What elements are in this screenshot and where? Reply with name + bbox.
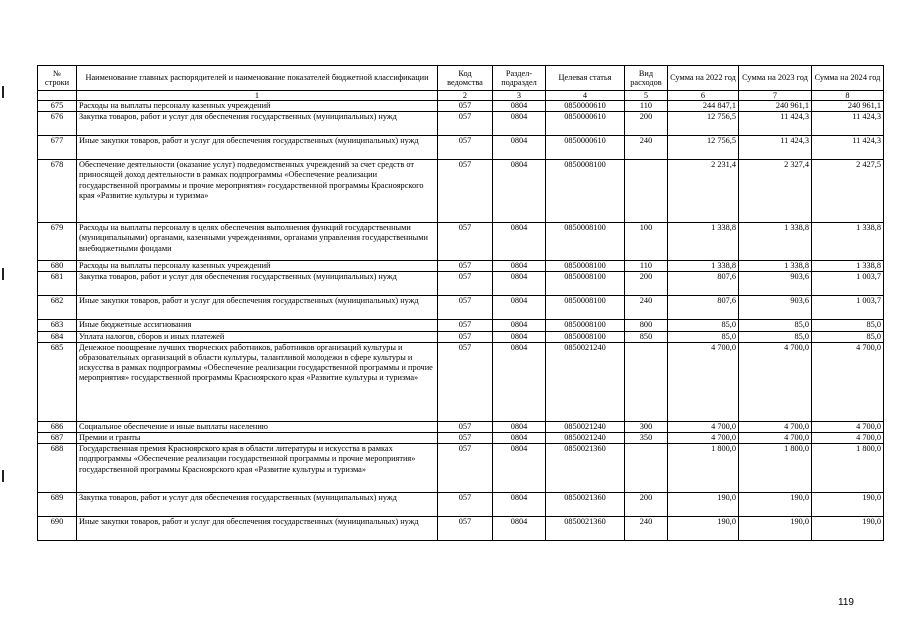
- expense-type-cell: 240: [625, 296, 668, 320]
- row-number-cell: 690: [38, 517, 77, 541]
- section-cell: 0804: [493, 101, 546, 112]
- sum-2023-cell: 85,0: [739, 331, 812, 342]
- sum-2023-cell: 1 338,8: [739, 261, 812, 272]
- dept-code-cell: 057: [438, 296, 493, 320]
- budget-table: [37, 65, 884, 541]
- sum-2023-cell: 240 961,1: [739, 101, 812, 112]
- dept-code-cell: 057: [438, 342, 493, 421]
- column-number-row: [38, 91, 884, 101]
- expense-type-cell: 240: [625, 136, 668, 160]
- column-number: 1: [77, 91, 438, 101]
- sum-2022-cell: 807,6: [668, 296, 739, 320]
- sum-2023-cell: 190,0: [739, 517, 812, 541]
- dept-code-cell: 057: [438, 261, 493, 272]
- column-number: 4: [546, 91, 625, 101]
- target-article-cell: 0850000610: [546, 112, 625, 136]
- dept-code-cell: 057: [438, 320, 493, 331]
- sum-2022-cell: 85,0: [668, 320, 739, 331]
- section-cell: 0804: [493, 261, 546, 272]
- sum-2024-cell: 4 700,0: [812, 342, 884, 421]
- table-row: [38, 320, 884, 331]
- column-number: 5: [625, 91, 668, 101]
- row-name-cell: Расходы на выплаты персоналу казенных учреждений: [77, 101, 438, 112]
- target-article-cell: 0850008100: [546, 296, 625, 320]
- sum-2024-cell: 85,0: [812, 331, 884, 342]
- section-cell: 0804: [493, 136, 546, 160]
- sum-2022-cell: 807,6: [668, 272, 739, 296]
- sum-2022-cell: 12 756,5: [668, 136, 739, 160]
- column-number: 2: [438, 91, 493, 101]
- row-number-cell: 675: [38, 101, 77, 112]
- sum-2023-cell: 903,6: [739, 272, 812, 296]
- expense-type-cell: 110: [625, 101, 668, 112]
- sum-2023-cell: 903,6: [739, 296, 812, 320]
- row-number-cell: 686: [38, 421, 77, 432]
- table-body: [38, 101, 884, 541]
- sum-2024-cell: 240 961,1: [812, 101, 884, 112]
- row-number-cell: 679: [38, 223, 77, 261]
- section-cell: 0804: [493, 160, 546, 223]
- header-sum-2024: Сумма на 2024 год: [812, 66, 884, 91]
- sum-2024-cell: 190,0: [812, 517, 884, 541]
- expense-type-cell: 100: [625, 223, 668, 261]
- target-article-cell: 0850008100: [546, 272, 625, 296]
- sum-2024-cell: 190,0: [812, 493, 884, 517]
- row-name-cell: Обеспечение деятельности (оказание услуг) подведомственных учреждений за счет средств от приносящей доход деятельности в рамках подпрограммы «Обеспечение реализации государственной программы и прочие мероприятия» государственной программы Красноярского края «Развитие культуры и туризма»: [77, 160, 438, 223]
- row-name-cell: Иные закупки товаров, работ и услуг для обеспечения государственных (муниципальных) нужд: [77, 136, 438, 160]
- target-article-cell: 0850000610: [546, 101, 625, 112]
- row-name-cell: Уплата налогов, сборов и иных платежей: [77, 331, 438, 342]
- binder-mark: [2, 268, 4, 280]
- sum-2022-cell: 1 800,0: [668, 444, 739, 493]
- row-number-cell: 685: [38, 342, 77, 421]
- dept-code-cell: 057: [438, 160, 493, 223]
- row-name-cell: Иные закупки товаров, работ и услуг для обеспечения государственных (муниципальных) нужд: [77, 517, 438, 541]
- page-number: 119: [838, 597, 854, 608]
- sum-2022-cell: 244 847,1: [668, 101, 739, 112]
- sum-2024-cell: 2 427,5: [812, 160, 884, 223]
- sum-2022-cell: 4 700,0: [668, 342, 739, 421]
- expense-type-cell: 200: [625, 493, 668, 517]
- sum-2024-cell: 85,0: [812, 320, 884, 331]
- target-article-cell: 0850008100: [546, 223, 625, 261]
- table-row: [38, 296, 884, 320]
- table-row: [38, 101, 884, 112]
- header-section: Раздел- подраздел: [493, 66, 546, 91]
- sum-2022-cell: 1 338,8: [668, 261, 739, 272]
- dept-code-cell: 057: [438, 136, 493, 160]
- row-name-cell: Иные закупки товаров, работ и услуг для обеспечения государственных (муниципальных) нужд: [77, 296, 438, 320]
- section-cell: 0804: [493, 421, 546, 432]
- section-cell: 0804: [493, 272, 546, 296]
- table-row: [38, 223, 884, 261]
- sum-2022-cell: 85,0: [668, 331, 739, 342]
- section-cell: 0804: [493, 493, 546, 517]
- row-number-cell: 680: [38, 261, 77, 272]
- expense-type-cell: 240: [625, 517, 668, 541]
- table-row: [38, 160, 884, 223]
- sum-2023-cell: 1 338,8: [739, 223, 812, 261]
- section-cell: 0804: [493, 223, 546, 261]
- sum-2023-cell: 4 700,0: [739, 433, 812, 444]
- section-cell: 0804: [493, 331, 546, 342]
- table-row: [38, 493, 884, 517]
- table-row: [38, 261, 884, 272]
- column-number: 3: [493, 91, 546, 101]
- row-name-cell: Денежное поощрение лучших творческих работников, работников организаций культуры и образовательных организаций в области культуры, талантливой молодежи в сфере культуры и искусства в рамках подпрограммы «Обеспечение реализации государственной программы и прочие мероприятия» государственной программы Красноярского края «Развитие культуры и туризма»: [77, 342, 438, 421]
- expense-type-cell: 200: [625, 112, 668, 136]
- row-number-cell: 688: [38, 444, 77, 493]
- sum-2024-cell: 11 424,3: [812, 136, 884, 160]
- table-row: [38, 272, 884, 296]
- dept-code-cell: 057: [438, 331, 493, 342]
- table-row: [38, 112, 884, 136]
- row-number-cell: 684: [38, 331, 77, 342]
- section-cell: 0804: [493, 320, 546, 331]
- sum-2023-cell: 85,0: [739, 320, 812, 331]
- table-row: [38, 421, 884, 432]
- sum-2024-cell: 4 700,0: [812, 421, 884, 432]
- header-expense-type: Вид расходов: [625, 66, 668, 91]
- row-name-cell: Расходы на выплаты персоналу в целях обеспечения выполнения функций государственными (муниципальными) органами, казенными учреждениями, органами управления государственными внебюджетными фондами: [77, 223, 438, 261]
- expense-type-cell: 110: [625, 261, 668, 272]
- sum-2022-cell: 4 700,0: [668, 421, 739, 432]
- sum-2024-cell: 1 800,0: [812, 444, 884, 493]
- dept-code-cell: 057: [438, 493, 493, 517]
- binder-mark: [2, 86, 4, 98]
- expense-type-cell: [625, 342, 668, 421]
- table-row: [38, 331, 884, 342]
- target-article-cell: 0850008100: [546, 160, 625, 223]
- sum-2023-cell: 11 424,3: [739, 136, 812, 160]
- sum-2023-cell: 11 424,3: [739, 112, 812, 136]
- dept-code-cell: 057: [438, 223, 493, 261]
- table-header-row: [38, 66, 884, 91]
- row-name-cell: Социальное обеспечение и иные выплаты населению: [77, 421, 438, 432]
- binder-mark: [2, 470, 4, 482]
- row-number-cell: 676: [38, 112, 77, 136]
- sum-2023-cell: 190,0: [739, 493, 812, 517]
- table-row: [38, 517, 884, 541]
- row-number-cell: 689: [38, 493, 77, 517]
- sum-2024-cell: 4 700,0: [812, 433, 884, 444]
- sum-2022-cell: 2 231,4: [668, 160, 739, 223]
- sum-2024-cell: 1 003,7: [812, 272, 884, 296]
- dept-code-cell: 057: [438, 421, 493, 432]
- row-name-cell: Закупка товаров, работ и услуг для обеспечения государственных (муниципальных) нужд: [77, 493, 438, 517]
- column-number: [38, 91, 77, 101]
- row-number-cell: 678: [38, 160, 77, 223]
- header-name: Наименование главных распорядителей и наименование показателей бюджетной классификации: [77, 66, 438, 91]
- target-article-cell: 0850021360: [546, 493, 625, 517]
- target-article-cell: 0850021240: [546, 421, 625, 432]
- dept-code-cell: 057: [438, 444, 493, 493]
- sum-2022-cell: 4 700,0: [668, 433, 739, 444]
- sum-2024-cell: 11 424,3: [812, 112, 884, 136]
- row-name-cell: Закупка товаров, работ и услуг для обеспечения государственных (муниципальных) нужд: [77, 112, 438, 136]
- sum-2024-cell: 1 003,7: [812, 296, 884, 320]
- target-article-cell: 0850021240: [546, 433, 625, 444]
- dept-code-cell: 057: [438, 272, 493, 296]
- column-number: 8: [812, 91, 884, 101]
- target-article-cell: 0850008100: [546, 331, 625, 342]
- sum-2023-cell: 1 800,0: [739, 444, 812, 493]
- sum-2023-cell: 4 700,0: [739, 421, 812, 432]
- expense-type-cell: 200: [625, 272, 668, 296]
- expense-type-cell: 300: [625, 421, 668, 432]
- sum-2022-cell: 1 338,8: [668, 223, 739, 261]
- row-name-cell: Государственная премия Красноярского края в области литературы и искусства в рамках подпрограммы «Обеспечение реализации государственной программы и прочие мероприятия» государственной программы Красноярского края «Развитие культуры и туризма»: [77, 444, 438, 493]
- column-number: 6: [668, 91, 739, 101]
- sum-2022-cell: 190,0: [668, 517, 739, 541]
- sum-2022-cell: 12 756,5: [668, 112, 739, 136]
- row-number-cell: 687: [38, 433, 77, 444]
- header-sum-2023: Сумма на 2023 год: [739, 66, 812, 91]
- section-cell: 0804: [493, 517, 546, 541]
- row-name-cell: Закупка товаров, работ и услуг для обеспечения государственных (муниципальных) нужд: [77, 272, 438, 296]
- sum-2024-cell: 1 338,8: [812, 223, 884, 261]
- target-article-cell: 0850021360: [546, 444, 625, 493]
- dept-code-cell: 057: [438, 112, 493, 136]
- expense-type-cell: [625, 444, 668, 493]
- dept-code-cell: 057: [438, 433, 493, 444]
- section-cell: 0804: [493, 342, 546, 421]
- section-cell: 0804: [493, 112, 546, 136]
- target-article-cell: 0850000610: [546, 136, 625, 160]
- row-name-cell: Премии и гранты: [77, 433, 438, 444]
- section-cell: 0804: [493, 444, 546, 493]
- section-cell: 0804: [493, 296, 546, 320]
- table-row: [38, 433, 884, 444]
- dept-code-cell: 057: [438, 517, 493, 541]
- column-number: 7: [739, 91, 812, 101]
- header-target-article: Целевая статья: [546, 66, 625, 91]
- expense-type-cell: [625, 160, 668, 223]
- expense-type-cell: 850: [625, 331, 668, 342]
- row-number-cell: 682: [38, 296, 77, 320]
- target-article-cell: 0850021360: [546, 517, 625, 541]
- table-row: [38, 444, 884, 493]
- row-name-cell: Иные бюджетные ассигнования: [77, 320, 438, 331]
- target-article-cell: 0850021240: [546, 342, 625, 421]
- sum-2024-cell: 1 338,8: [812, 261, 884, 272]
- table-row: [38, 342, 884, 421]
- section-cell: 0804: [493, 433, 546, 444]
- sum-2023-cell: 4 700,0: [739, 342, 812, 421]
- expense-type-cell: 800: [625, 320, 668, 331]
- row-number-cell: 683: [38, 320, 77, 331]
- sum-2022-cell: 190,0: [668, 493, 739, 517]
- header-sum-2022: Сумма на 2022 год: [668, 66, 739, 91]
- table-row: [38, 136, 884, 160]
- header-dept-code: Код ведомства: [438, 66, 493, 91]
- row-number-cell: 677: [38, 136, 77, 160]
- expense-type-cell: 350: [625, 433, 668, 444]
- target-article-cell: 0850008100: [546, 320, 625, 331]
- dept-code-cell: 057: [438, 101, 493, 112]
- sum-2023-cell: 2 327,4: [739, 160, 812, 223]
- row-number-cell: 681: [38, 272, 77, 296]
- header-row-number: № строки: [38, 66, 77, 91]
- target-article-cell: 0850008100: [546, 261, 625, 272]
- row-name-cell: Расходы на выплаты персоналу казенных учреждений: [77, 261, 438, 272]
